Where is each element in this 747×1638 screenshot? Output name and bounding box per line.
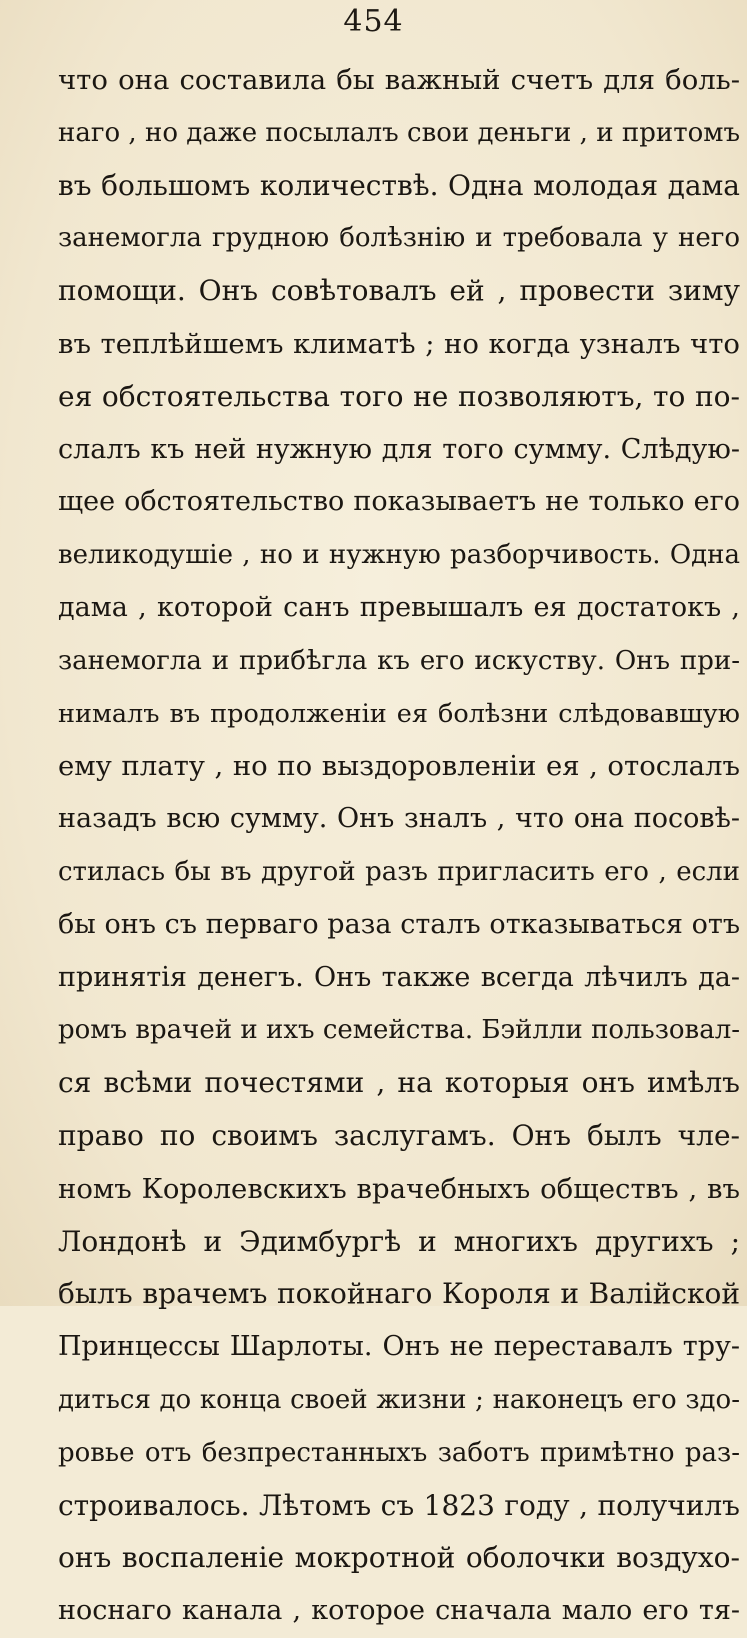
- text-line: онъ воспаленіе мокротной оболочки воздухо-: [58, 1541, 740, 1575]
- text-line: что она составила бы важный счетъ для боль-: [58, 64, 740, 96]
- text-line: принятія денегъ. Онъ также всегда лѣчилъ да-: [58, 961, 740, 993]
- text-line: стилась бы въ другой разъ пригласить его , если: [58, 856, 740, 887]
- text-line: ея обстоятельства того не позволяютъ, то по-: [58, 379, 740, 413]
- text-line: ровье отъ безпрестанныхъ заботъ примѣтно раз-: [58, 1437, 740, 1468]
- text-line: въ теплѣйшемъ климатѣ ; но когда узналъ что: [58, 327, 740, 360]
- text-line: ему плату , но по выздоровленіи ея , отослалъ: [58, 750, 740, 783]
- body-text: [58, 54, 740, 1638]
- text-line: помощи. Онъ совѣтовалъ ей , провести зиму: [58, 274, 740, 308]
- text-line: ромъ врачей и ихъ семейства. Бэйлли пользовал-: [58, 1015, 740, 1046]
- text-line: нималъ въ продолженіи ея болѣзни слѣдовавшую: [58, 698, 740, 729]
- text-line: занемогла грудною болѣзнію и требовала у него: [58, 223, 740, 254]
- text-line: диться до конца своей жизни ; наконецъ его здо-: [58, 1384, 740, 1415]
- page-number: 454: [343, 4, 404, 39]
- text-line: назадъ всю сумму. Онъ зналъ , что она посовѣ-: [58, 803, 740, 835]
- text-line: Принцессы Шарлоты. Онъ не переставалъ тру-: [58, 1331, 740, 1363]
- text-line: ся всѣми почестями , на которыя онъ имѣлъ: [58, 1066, 740, 1100]
- text-line: номъ Королевскихъ врачебныхъ обществъ , въ: [58, 1172, 740, 1205]
- text-line: щее обстоятельство показываетъ не только его: [58, 486, 740, 518]
- text-line: былъ врачемъ покойнаго Короля и Валійской: [58, 1277, 740, 1311]
- text-line: носнаго канала , которое сначала мало его тя-: [58, 1595, 740, 1627]
- text-line: наго , но даже посылалъ свои деньги , и притомъ: [58, 117, 740, 148]
- text-line: Лондонѣ и Эдимбургѣ и многихъ другихъ ;: [58, 1224, 740, 1258]
- text-line: бы онъ съ перваго раза сталъ отказываться отъ: [58, 908, 740, 940]
- text-line: слалъ къ ней нужную для того сумму. Слѣдую-: [58, 433, 740, 465]
- text-line: великодушіе , но и нужную разборчивость. Одна: [58, 540, 740, 571]
- text-line: право по своимъ заслугамъ. Онъ былъ чле-: [58, 1118, 740, 1152]
- text-line: строивалось. Лѣтомъ съ 1823 году , получилъ: [58, 1488, 740, 1522]
- text-line: занемогла и прибѣгла къ его искуству. Онъ при-: [58, 645, 740, 676]
- text-line: въ большомъ количествѣ. Одна молодая дама: [58, 168, 740, 202]
- text-line: дама , которой санъ превышалъ ея достатокъ ,: [58, 591, 740, 623]
